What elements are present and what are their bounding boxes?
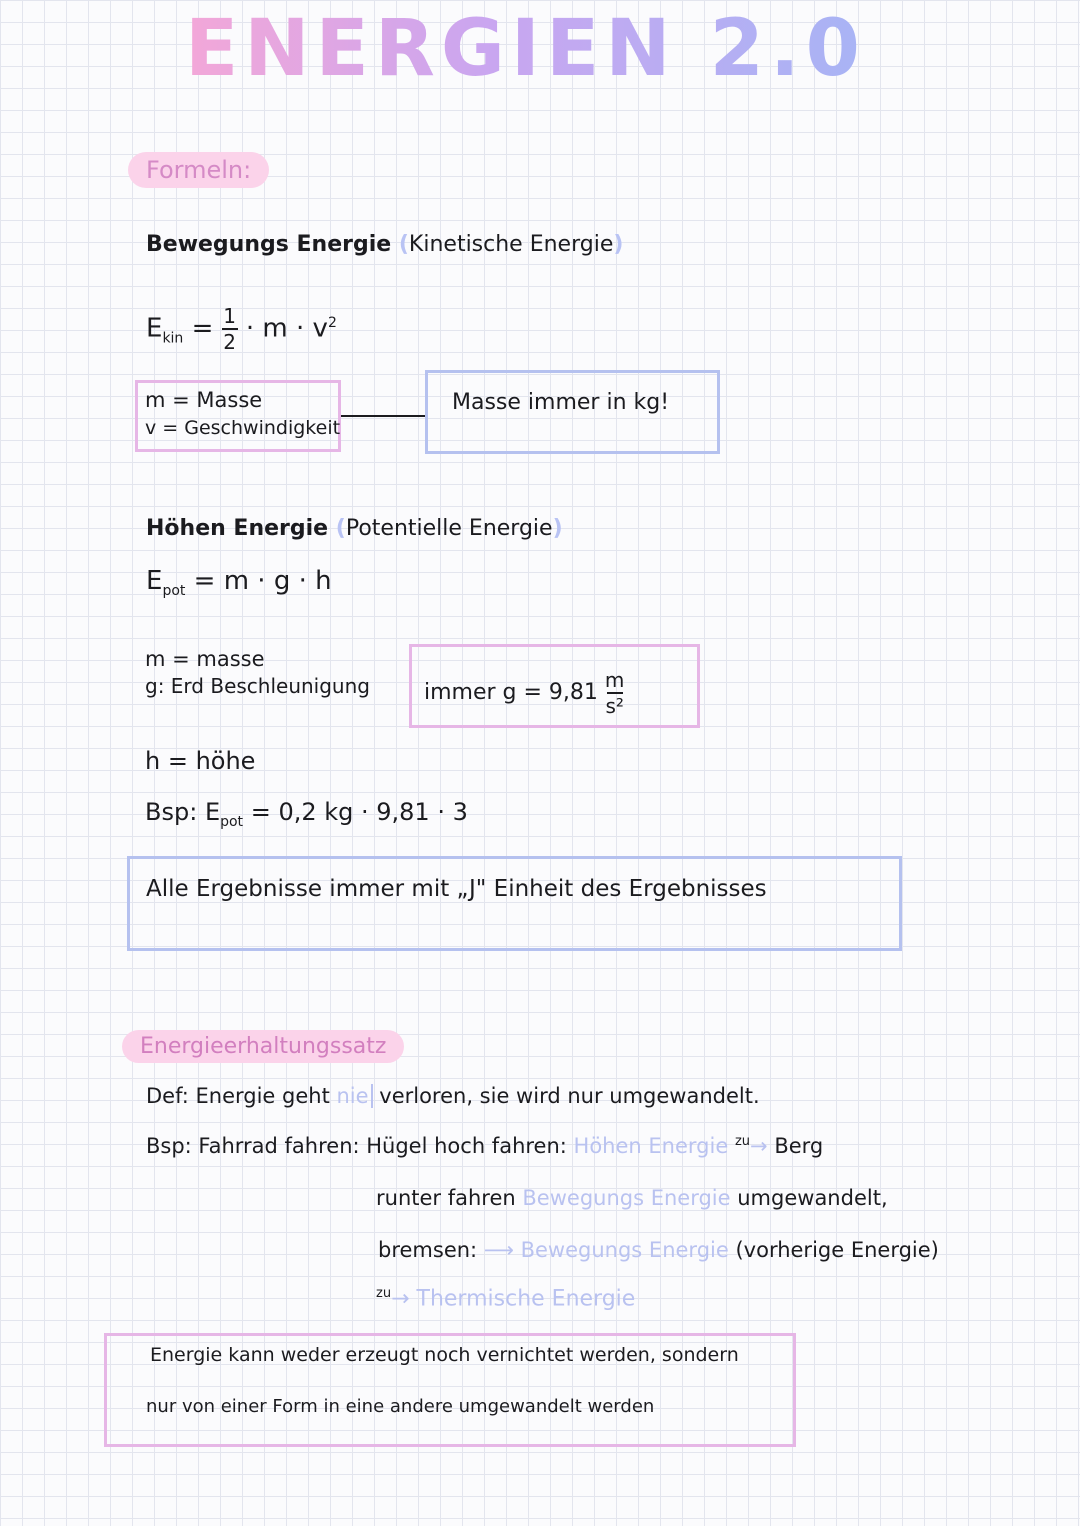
thermisch-line xyxy=(376,1286,635,1311)
thermische-energie: Thermische Energie xyxy=(416,1286,636,1312)
formula-equals: = xyxy=(191,313,214,344)
bsp-hoehen-energie: Höhen Energie xyxy=(573,1134,729,1158)
example-epot-symbol: E xyxy=(204,798,221,826)
conservation-example xyxy=(146,1134,823,1158)
def-prefix: Def: Energie geht xyxy=(146,1084,330,1108)
formula-epot-symbol: E xyxy=(146,566,163,596)
connector-line xyxy=(341,415,425,417)
runter-bewegungs-energie: Bewegungs Energie xyxy=(522,1186,731,1210)
fraction-denominator: 2 xyxy=(223,330,236,354)
formula-fraction xyxy=(222,306,238,352)
def-v-kinetic: v = Geschwindigkeit xyxy=(145,417,341,439)
bsp-berg: Berg xyxy=(774,1134,824,1158)
g-note xyxy=(424,670,624,716)
bremsen-prefix: bremsen: xyxy=(378,1238,478,1262)
bremsen-bewegungs-energie: Bewegungs Energie xyxy=(520,1238,729,1262)
kinetic-heading: Bewegungs Energie (Kinetische Energie) xyxy=(146,232,624,257)
conservation-definition xyxy=(146,1084,760,1108)
formeln-heading: Formeln: xyxy=(128,152,269,188)
g-unit-numerator: m xyxy=(604,668,625,692)
kinetic-formula xyxy=(146,306,337,352)
formula-sup: 2 xyxy=(327,314,337,331)
arrow-right-icon-2: → xyxy=(391,1286,410,1312)
runter-line xyxy=(376,1186,888,1210)
law-line-1: Energie kann weder erzeugt noch vernichtet werden, sondern xyxy=(150,1344,739,1366)
formula-rest: · m · v xyxy=(245,313,328,344)
conservation-heading: Energieerhaltungssatz xyxy=(122,1030,404,1063)
zu-label-2: zu xyxy=(376,1286,392,1301)
bsp-prefix: Bsp: Fahrrad fahren: Hügel hoch fahren: xyxy=(146,1134,567,1158)
def-g-potential: g: Erd Beschleunigung xyxy=(145,674,370,698)
potential-heading: Höhen Energie (Potentielle Energie) xyxy=(146,516,563,541)
g-unit-fraction xyxy=(605,670,624,716)
unit-note-box xyxy=(127,856,902,951)
potential-example xyxy=(145,798,468,830)
def-suffix: verloren, sie wird nur umgewandelt. xyxy=(379,1084,760,1108)
example-prefix: Bsp: xyxy=(145,798,198,826)
page-title: ENERGIEN 2.0 xyxy=(185,4,866,94)
g-unit-denominator: s² xyxy=(605,694,624,718)
formula-epot-sub: pot xyxy=(162,583,186,600)
example-epot-sub: pot xyxy=(220,813,244,830)
mass-note: Masse immer in kg! xyxy=(452,390,670,415)
def-m-kinetic: m = Masse xyxy=(145,388,263,412)
fraction-numerator: 1 xyxy=(223,304,236,328)
runter-prefix: runter fahren xyxy=(376,1186,516,1210)
bremsen-line xyxy=(378,1238,939,1262)
def-m-potential: m = masse xyxy=(145,647,265,671)
kinetic-heading-text: Bewegungs Energie xyxy=(146,232,392,257)
formula-ekin-symbol: E xyxy=(146,313,163,344)
def-h: h = höhe xyxy=(145,747,256,775)
potential-heading-text: Höhen Energie xyxy=(146,516,329,541)
unit-note: Alle Ergebnisse immer mit „J" Einheit des Ergebnisses xyxy=(146,876,767,902)
arrow-right-icon: → xyxy=(750,1134,768,1158)
potential-formula xyxy=(146,566,332,599)
example-rest: = 0,2 kg · 9,81 · 3 xyxy=(250,798,468,826)
law-line-2: nur von einer Form in eine andere umgewandelt werden xyxy=(146,1396,655,1417)
formula-epot-rest: = m · g · h xyxy=(193,566,332,596)
potential-heading-paren: Potentielle Energie xyxy=(345,516,553,541)
bremsen-suffix: (vorherige Energie) xyxy=(735,1238,939,1262)
bsp-zu-label: zu xyxy=(734,1134,751,1149)
g-note-text: immer g = 9,81 xyxy=(424,680,598,705)
long-arrow-icon: ⟶ xyxy=(483,1238,514,1262)
def-nie: nie xyxy=(337,1084,373,1108)
formula-ekin-sub: kin xyxy=(162,330,184,347)
runter-suffix: umgewandelt, xyxy=(737,1186,888,1210)
kinetic-heading-paren: Kinetische Energie xyxy=(408,232,614,257)
